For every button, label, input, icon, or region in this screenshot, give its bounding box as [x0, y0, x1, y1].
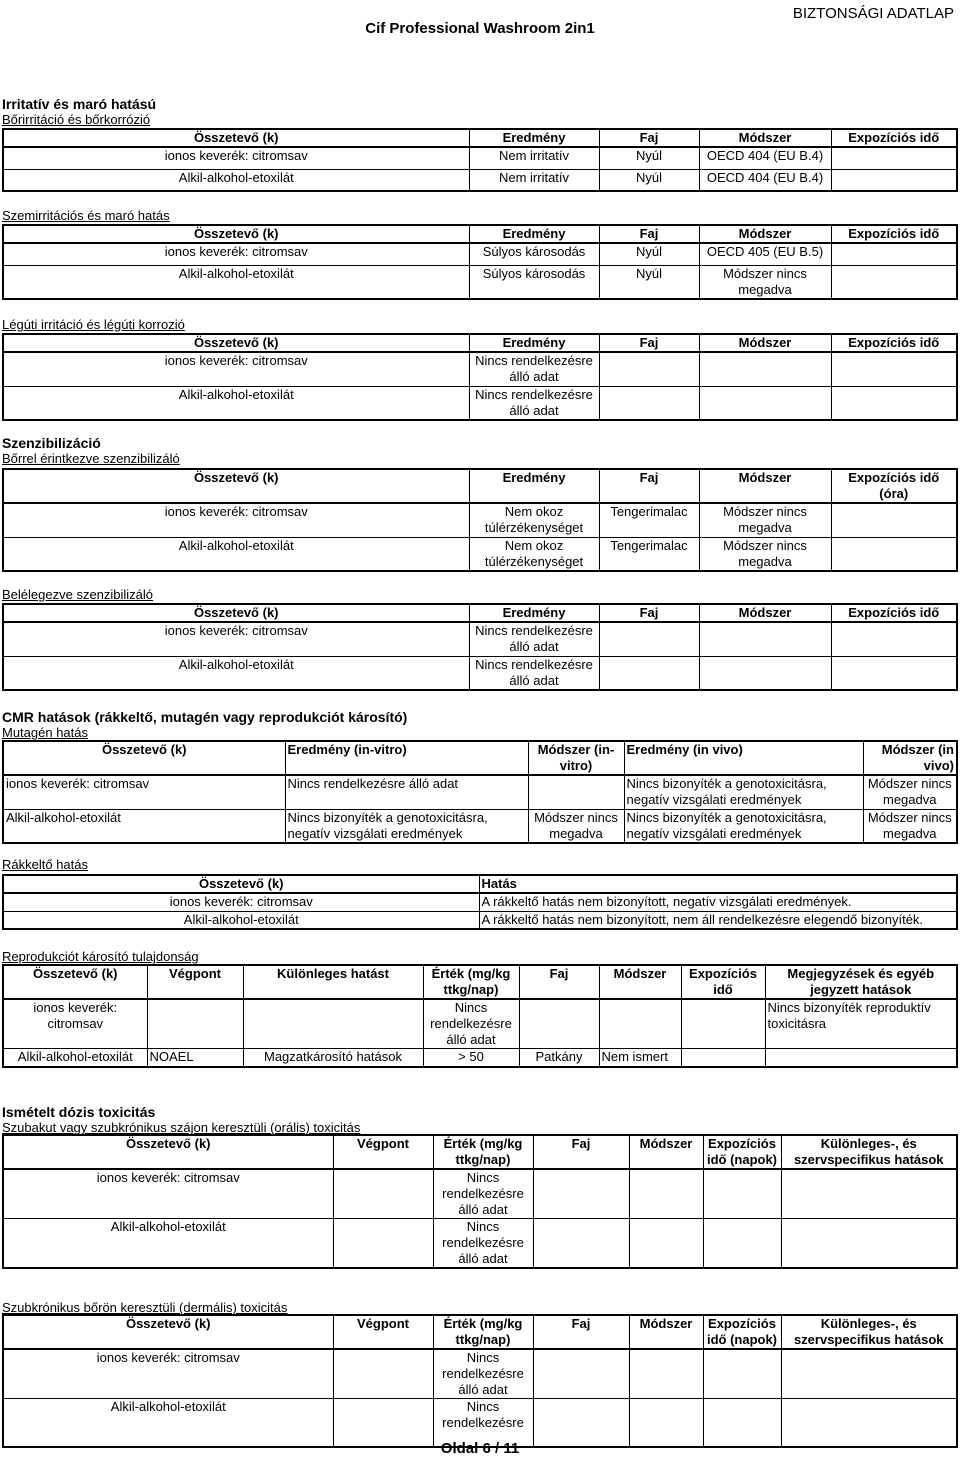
- column-header: Összetevő (k): [3, 965, 147, 999]
- table-cell: Nincs rendelkezésre álló adat: [285, 775, 528, 809]
- table-row: [3, 169, 957, 191]
- table-cell: Módszer nincs megadva: [699, 265, 831, 299]
- table-cell: ionos keverék: citromsav: [3, 503, 469, 537]
- section-heading: Ismételt dózis toxicitás: [2, 1104, 156, 1120]
- table-cell: ionos keverék: citromsav: [3, 622, 469, 656]
- table-cell: Nem irritatív: [469, 147, 599, 169]
- table-row: [3, 656, 957, 690]
- table-cell: Nincs rendelkezésre álló adat: [469, 622, 599, 656]
- table-cell: [333, 1349, 433, 1399]
- table-row: [3, 147, 957, 169]
- column-header: Módszer: [699, 334, 831, 352]
- section-heading: CMR hatások (rákkeltő, mutagén vagy reprodukciót károsító): [2, 709, 408, 725]
- table-cell: ionos keverék: citromsav: [3, 147, 469, 169]
- table-row: [3, 893, 957, 911]
- table-row: [3, 809, 957, 843]
- table-row: [3, 537, 957, 571]
- table-cell: [703, 1219, 781, 1269]
- table-cell: Nincs rendelkezésre álló adat: [469, 656, 599, 690]
- column-header: Eredmény (in-vitro): [285, 741, 528, 775]
- inhalation-sensitisation-table: [2, 603, 958, 691]
- section-subheading: Szubakut vagy szubkrónikus szájon keresztüli (orális) toxicitás: [2, 1120, 361, 1135]
- table-cell: ionos keverék: citromsav: [3, 352, 469, 386]
- table-row: [3, 1049, 957, 1067]
- table-cell: [681, 1049, 765, 1067]
- table-cell: [333, 1169, 433, 1219]
- table-cell: A rákkeltő hatás nem bizonyított, negatív vizsgálati eredmények.: [479, 893, 957, 911]
- table-cell: Nincs rendelkezésre álló adat: [433, 1349, 533, 1399]
- table-cell: Alkil-alkohol-etoxilát: [3, 656, 469, 690]
- column-header: Különleges hatást: [243, 965, 423, 999]
- table-cell: [699, 352, 831, 386]
- table-cell: [831, 656, 957, 690]
- column-header: Expozíciós idő (napok): [703, 1315, 781, 1349]
- table-cell: Nem okoz túlérzékenységet: [469, 537, 599, 571]
- table-cell: Patkány: [519, 1049, 599, 1067]
- table-cell: Alkil-alkohol-etoxilát: [3, 265, 469, 299]
- table-cell: [781, 1169, 957, 1219]
- column-header: Módszer: [629, 1315, 703, 1349]
- table-cell: Alkil-alkohol-etoxilát: [3, 1219, 333, 1269]
- table-cell: Nyúl: [599, 147, 699, 169]
- table-cell: Módszer nincs megadva: [699, 503, 831, 537]
- table-cell: Nyúl: [599, 169, 699, 191]
- table-header-row: [3, 604, 957, 622]
- column-header: Módszer: [629, 1135, 703, 1169]
- table-cell: [533, 1219, 629, 1269]
- table-cell: Alkil-alkohol-etoxilát: [3, 386, 469, 420]
- table-cell: [831, 622, 957, 656]
- table-cell: Nincs rendelkezésre álló adat: [469, 352, 599, 386]
- dermal-section: [2, 1300, 287, 1315]
- table-cell: Nyúl: [599, 243, 699, 265]
- table-cell: ionos keverék: citromsav: [3, 1169, 333, 1219]
- table-cell: [765, 1049, 957, 1067]
- table-row: [3, 1219, 957, 1269]
- column-header: Módszer (in-vitro): [528, 741, 624, 775]
- table-header-row: [3, 129, 957, 147]
- table-cell: [599, 622, 699, 656]
- dermal-toxicity-table: [2, 1314, 958, 1448]
- column-header: Összetevő (k): [3, 741, 285, 775]
- eye-irritation-section: [2, 208, 170, 223]
- table-cell: [831, 147, 957, 169]
- table-cell: [629, 1169, 703, 1219]
- sensitisation-section: [2, 435, 180, 466]
- column-header: Hatás: [479, 875, 957, 893]
- carcinogenicity-table: [2, 874, 958, 930]
- column-header: Expozíciós idő (napok): [703, 1135, 781, 1169]
- table-row: [3, 1349, 957, 1399]
- column-header: Módszer: [599, 965, 681, 999]
- section-subheading: Szubkrónikus bőrön keresztüli (dermális) toxicitás: [2, 1300, 288, 1315]
- column-header: Eredmény: [469, 469, 599, 503]
- column-header: Expozíciós idő: [831, 334, 957, 352]
- table-cell: Nincs bizonyíték a genotoxicitásra, negatív vizsgálati eredmények: [285, 809, 528, 843]
- table-cell: Alkil-alkohol-etoxilát: [3, 1049, 147, 1067]
- column-header: Expozíciós idő: [831, 129, 957, 147]
- table-cell: [703, 1349, 781, 1399]
- table-row: [3, 1169, 957, 1219]
- table-cell: Súlyos károsodás: [469, 243, 599, 265]
- table-cell: [629, 1219, 703, 1269]
- column-header: Összetevő (k): [3, 1315, 333, 1349]
- table-cell: OECD 404 (EU B.4): [699, 147, 831, 169]
- column-header: Eredmény: [469, 225, 599, 243]
- table-cell: Módszer nincs megadva: [699, 537, 831, 571]
- table-cell: Alkil-alkohol-etoxilát: [3, 169, 469, 191]
- table-cell: [699, 622, 831, 656]
- column-header: Expozíciós idő (óra): [831, 469, 957, 503]
- table-cell: [629, 1349, 703, 1399]
- table-cell: [831, 386, 957, 420]
- table-cell: ionos keverék: citromsav: [3, 999, 147, 1049]
- column-header: Összetevő (k): [3, 129, 469, 147]
- column-header: Eredmény: [469, 334, 599, 352]
- table-cell: [681, 999, 765, 1049]
- table-cell: > 50: [423, 1049, 519, 1067]
- table-cell: Módszer nincs megadva: [528, 809, 624, 843]
- table-header-row: [3, 875, 957, 893]
- table-cell: [528, 775, 624, 809]
- column-header: Eredmény: [469, 604, 599, 622]
- section-subheading: Bőrrel érintkezve szenzibilizáló: [2, 451, 180, 466]
- column-header: Összetevő (k): [3, 225, 469, 243]
- column-header: Módszer: [699, 604, 831, 622]
- column-header: Faj: [599, 129, 699, 147]
- table-cell: Magzatkárosító hatások: [243, 1049, 423, 1067]
- column-header: Módszer: [699, 469, 831, 503]
- table-cell: ionos keverék: citromsav: [3, 1349, 333, 1399]
- table-cell: [699, 386, 831, 420]
- table-cell: Nincs rendelkezésre álló adat: [469, 386, 599, 420]
- oral-toxicity-table: [2, 1134, 958, 1269]
- table-row: [3, 386, 957, 420]
- column-header: Összetevő (k): [3, 469, 469, 503]
- column-header: Összetevő (k): [3, 1135, 333, 1169]
- document-type: BIZTONSÁGI ADATLAP: [792, 5, 954, 22]
- table-cell: [781, 1219, 957, 1269]
- section-subheading: Belélegezve szenzibilizáló: [2, 587, 154, 602]
- repeated-dose-section: [2, 1104, 360, 1135]
- column-header: Érték (mg/kg ttkg/nap): [433, 1315, 533, 1349]
- table-cell: [533, 1169, 629, 1219]
- table-cell: NOAEL: [147, 1049, 243, 1067]
- column-header: Faj: [599, 334, 699, 352]
- table-cell: Módszer nincs megadva: [863, 809, 957, 843]
- column-header: Különleges-, és szervspecifikus hatások: [781, 1315, 957, 1349]
- cmr-section: [2, 709, 407, 740]
- skin-sensitisation-table: [2, 468, 958, 572]
- carcinogenicity-section: [2, 857, 88, 872]
- table-header-row: [3, 225, 957, 243]
- table-header-row: [3, 1135, 957, 1169]
- section-heading: Szenzibilizáció: [2, 435, 101, 451]
- table-cell: Nem ismert: [599, 1049, 681, 1067]
- column-header: Eredmény (in vivo): [624, 741, 863, 775]
- column-header: Módszer: [699, 225, 831, 243]
- table-header-row: [3, 741, 957, 775]
- table-cell: Nyúl: [599, 265, 699, 299]
- reproductive-table: [2, 964, 958, 1068]
- table-cell: [147, 999, 243, 1049]
- column-header: Összetevő (k): [3, 875, 479, 893]
- table-row: [3, 622, 957, 656]
- table-row: [3, 775, 957, 809]
- table-row: [3, 911, 957, 929]
- column-header: Végpont: [333, 1135, 433, 1169]
- section-subheading: Mutagén hatás: [2, 725, 89, 740]
- inhalation-section: [2, 587, 153, 602]
- column-header: Végpont: [147, 965, 243, 999]
- table-cell: Nincs bizonyíték a genotoxicitásra, negatív vizsgálati eredmények: [624, 775, 863, 809]
- column-header: Faj: [599, 469, 699, 503]
- column-header: Érték (mg/kg ttkg/nap): [433, 1135, 533, 1169]
- table-cell: Tengerimalac: [599, 537, 699, 571]
- table-cell: OECD 404 (EU B.4): [699, 169, 831, 191]
- column-header: Eredmény: [469, 129, 599, 147]
- column-header: Megjegyzések és egyéb jegyzett hatások: [765, 965, 957, 999]
- column-header: Faj: [533, 1315, 629, 1349]
- table-cell: Súlyos károsodás: [469, 265, 599, 299]
- column-header: Faj: [519, 965, 599, 999]
- reproductive-section: [2, 949, 199, 964]
- table-row: [3, 243, 957, 265]
- eye-irritation-table: [2, 224, 958, 300]
- table-cell: [599, 386, 699, 420]
- table-header-row: [3, 1315, 957, 1349]
- respiratory-section: [2, 317, 185, 332]
- table-cell: Módszer nincs megadva: [863, 775, 957, 809]
- table-row: [3, 503, 957, 537]
- section-heading: Irritatív és maró hatású: [2, 96, 157, 112]
- table-cell: ionos keverék: citromsav: [3, 893, 479, 911]
- table-cell: [831, 352, 957, 386]
- table-cell: Alkil-alkohol-etoxilát: [3, 1399, 333, 1447]
- column-header: Expozíciós idő: [681, 965, 765, 999]
- column-header: Faj: [599, 225, 699, 243]
- table-header-row: [3, 334, 957, 352]
- column-header: Módszer: [699, 129, 831, 147]
- table-cell: [831, 503, 957, 537]
- table-cell: Alkil-alkohol-etoxilát: [3, 911, 479, 929]
- column-header: Faj: [599, 604, 699, 622]
- table-cell: A rákkeltő hatás nem bizonyított, nem áll rendelkezésre elegendő bizonyíték.: [479, 911, 957, 929]
- column-header: Végpont: [333, 1315, 433, 1349]
- document-title: Cif Professional Washroom 2in1: [365, 20, 595, 37]
- table-cell: Nincs rendelkezésre álló adat: [433, 1169, 533, 1219]
- table-cell: [599, 656, 699, 690]
- section-subheading: Rákkeltő hatás: [2, 857, 88, 872]
- table-cell: [533, 1349, 629, 1399]
- table-cell: [599, 352, 699, 386]
- table-cell: Tengerimalac: [599, 503, 699, 537]
- table-cell: Alkil-alkohol-etoxilát: [3, 537, 469, 571]
- table-cell: [831, 537, 957, 571]
- table-cell: OECD 405 (EU B.5): [699, 243, 831, 265]
- table-cell: [333, 1219, 433, 1269]
- table-cell: [519, 999, 599, 1049]
- skin-irritation-section: [2, 96, 156, 127]
- column-header: Érték (mg/kg ttkg/nap): [423, 965, 519, 999]
- column-header: Különleges-, és szervspecifikus hatások: [781, 1135, 957, 1169]
- column-header: Összetevő (k): [3, 604, 469, 622]
- column-header: Módszer (in vivo): [863, 741, 957, 775]
- table-header-row: [3, 469, 957, 503]
- table-cell: [599, 999, 681, 1049]
- table-cell: ionos keverék: citromsav: [3, 243, 469, 265]
- column-header: Expozíciós idő: [831, 225, 957, 243]
- table-cell: [243, 999, 423, 1049]
- section-subheading: Légúti irritáció és légúti korrozió: [2, 317, 185, 332]
- table-row: [3, 352, 957, 386]
- table-cell: [781, 1349, 957, 1399]
- table-cell: Nincs bizonyíték a genotoxicitásra, negatív vizsgálati eredmények: [624, 809, 863, 843]
- table-cell: ionos keverék: citromsav: [3, 775, 285, 809]
- table-cell: Nincs rendelkezésre álló adat: [433, 1219, 533, 1269]
- skin-irritation-table: [2, 128, 958, 192]
- column-header: Faj: [533, 1135, 629, 1169]
- table-cell: Alkil-alkohol-etoxilát: [3, 809, 285, 843]
- mutagen-table: [2, 740, 958, 844]
- column-header: Összetevő (k): [3, 334, 469, 352]
- table-cell: Nincs bizonyíték reproduktív toxicitásra: [765, 999, 957, 1049]
- section-subheading: Reprodukciót károsító tulajdonság: [2, 949, 199, 964]
- table-cell: [703, 1169, 781, 1219]
- page-number: Oldal 6 / 11: [440, 1440, 520, 1457]
- table-cell: Nincs rendelkezésre: [433, 1399, 533, 1447]
- table-cell: Nem irritatív: [469, 169, 599, 191]
- section-subheading: Szemirritációs és maró hatás: [2, 208, 170, 223]
- table-cell: Nincs rendelkezésre álló adat: [423, 999, 519, 1049]
- table-cell: Nem okoz túlérzékenységet: [469, 503, 599, 537]
- table-cell: [831, 243, 957, 265]
- column-header: Expozíciós idő: [831, 604, 957, 622]
- table-cell: [699, 656, 831, 690]
- table-header-row: [3, 965, 957, 999]
- respiratory-table: [2, 333, 958, 421]
- table-row: [3, 265, 957, 299]
- table-cell: [831, 169, 957, 191]
- table-cell: [831, 265, 957, 299]
- table-row: [3, 999, 957, 1049]
- section-subheading: Bőrirritáció és bőrkorrózió: [2, 112, 151, 127]
